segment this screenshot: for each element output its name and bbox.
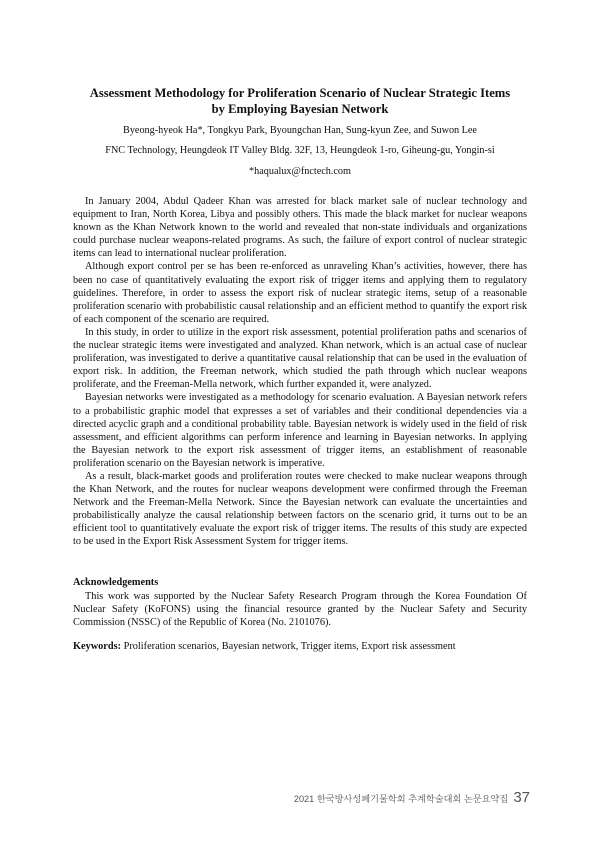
acknowledgements-body	[73, 590, 527, 629]
paragraph-5: As a result, black-market goods and proliferation routes were checked to make nuclear weapons through the Khan Network, and the routes for nuclear weapons development were confirmed through the Freeman Network and the Freeman-Mella Network. Since the Bayesian network can evaluate the uncertainties and probabilistically analyze the causal relationship between factors on the scenario grid, it turns out to be an efficient tool to quantitatively evaluate the export risk of trigger items. The results of this study are expected to be used in the Export Risk Assessment System for trigger items.	[73, 470, 527, 548]
abstract-body	[73, 195, 527, 549]
paper-title	[60, 85, 540, 117]
keywords	[73, 641, 527, 652]
paragraph-4: Bayesian networks were investigated as a methodology for scenario evaluation. A Bayesian network refers to a probabilistic graphic model that expresses a set of variables and their conditional dependencies via a directed acyclic graph and a conditional probability table. Bayesian network is widely used in the field of risk assessment, and efficient algorithms can perform inference and learning in Bayesian networks. In applying the Bayesian network to the export risk assessment of trigger items, an establishment of reasonable proliferation scenario on the Bayesian network is imperative.	[73, 392, 527, 469]
title-line-2: by Employing Bayesian Network	[211, 102, 389, 116]
conference-name: 2021 한국방사성폐기물학회 추계학술대회 논문요약집	[293, 794, 509, 804]
acknowledgements-heading: Acknowledgements	[73, 577, 159, 588]
page-number: 37	[513, 789, 530, 806]
keywords-label: Keywords:	[73, 641, 122, 652]
email: *haqualux@fnctech.com	[249, 166, 351, 177]
authors: Byeong-hyeok Ha*, Tongkyu Park, Byoungchan Han, Sung-kyun Zee, and Suwon Lee	[123, 125, 477, 136]
affiliation: FNC Technology, Heungdeok IT Valley Bldg. 32F, 13, Heungdeok 1-ro, Giheung-gu, Yongin-si	[105, 145, 495, 156]
paragraph-3: In this study, in order to utilize in the export risk assessment, potential proliferation paths and scenarios of the nuclear strategic items were investigated and analyzed. Khan network, which is an actual case of nuclear proliferation, was investigated to derive a quantitative causal relationship that can be used in the evaluation of export risk. In addition, the Freeman network, which studied the path through which nuclear weapons proliferate, and the Freeman-Mella network, which further expanded it, were analyzed.	[73, 326, 527, 391]
keywords-text: Proliferation scenarios, Bayesian network, Trigger items, Export risk assessment	[121, 641, 456, 652]
acknowledgements-text: This work was supported by the Nuclear Safety Research Program through the Korea Foundation Of Nuclear Safety (KoFONS) using the financial resource granted by the Nuclear Safety and Security Commission (NSSC) of the Republic of Korea (No. 2101076).	[73, 591, 527, 629]
paragraph-2: Although export control per se has been re-enforced as unraveling Khan’s activities, however, there has been no case of quantitatively evaluating the export risk of trigger items and applying them to regulatory guidelines. Therefore, in order to assess the export risk of nuclear strategic items, setup of a reasonable proliferation scenario with probabilistic causal relationship and an efficient method to quantify the export risk of each component of the scenario are required.	[73, 261, 527, 325]
page-footer	[294, 789, 530, 806]
paragraph-1: In January 2004, Abdul Qadeer Khan was arrested for black market sale of nuclear technology and equipment to Iran, North Korea, Libya and possibly others. This made the black market for nuclear weapons known as the Khan Network known to the world and revealed that non-state individuals and organizations could purchase nuclear weapons-related programs. As such, the failure of export control of nuclear strategic items can lead to international nuclear proliferation.	[73, 196, 527, 260]
title-line-1: Assessment Methodology for Proliferation Scenario of Nuclear Strategic Items	[89, 86, 511, 100]
